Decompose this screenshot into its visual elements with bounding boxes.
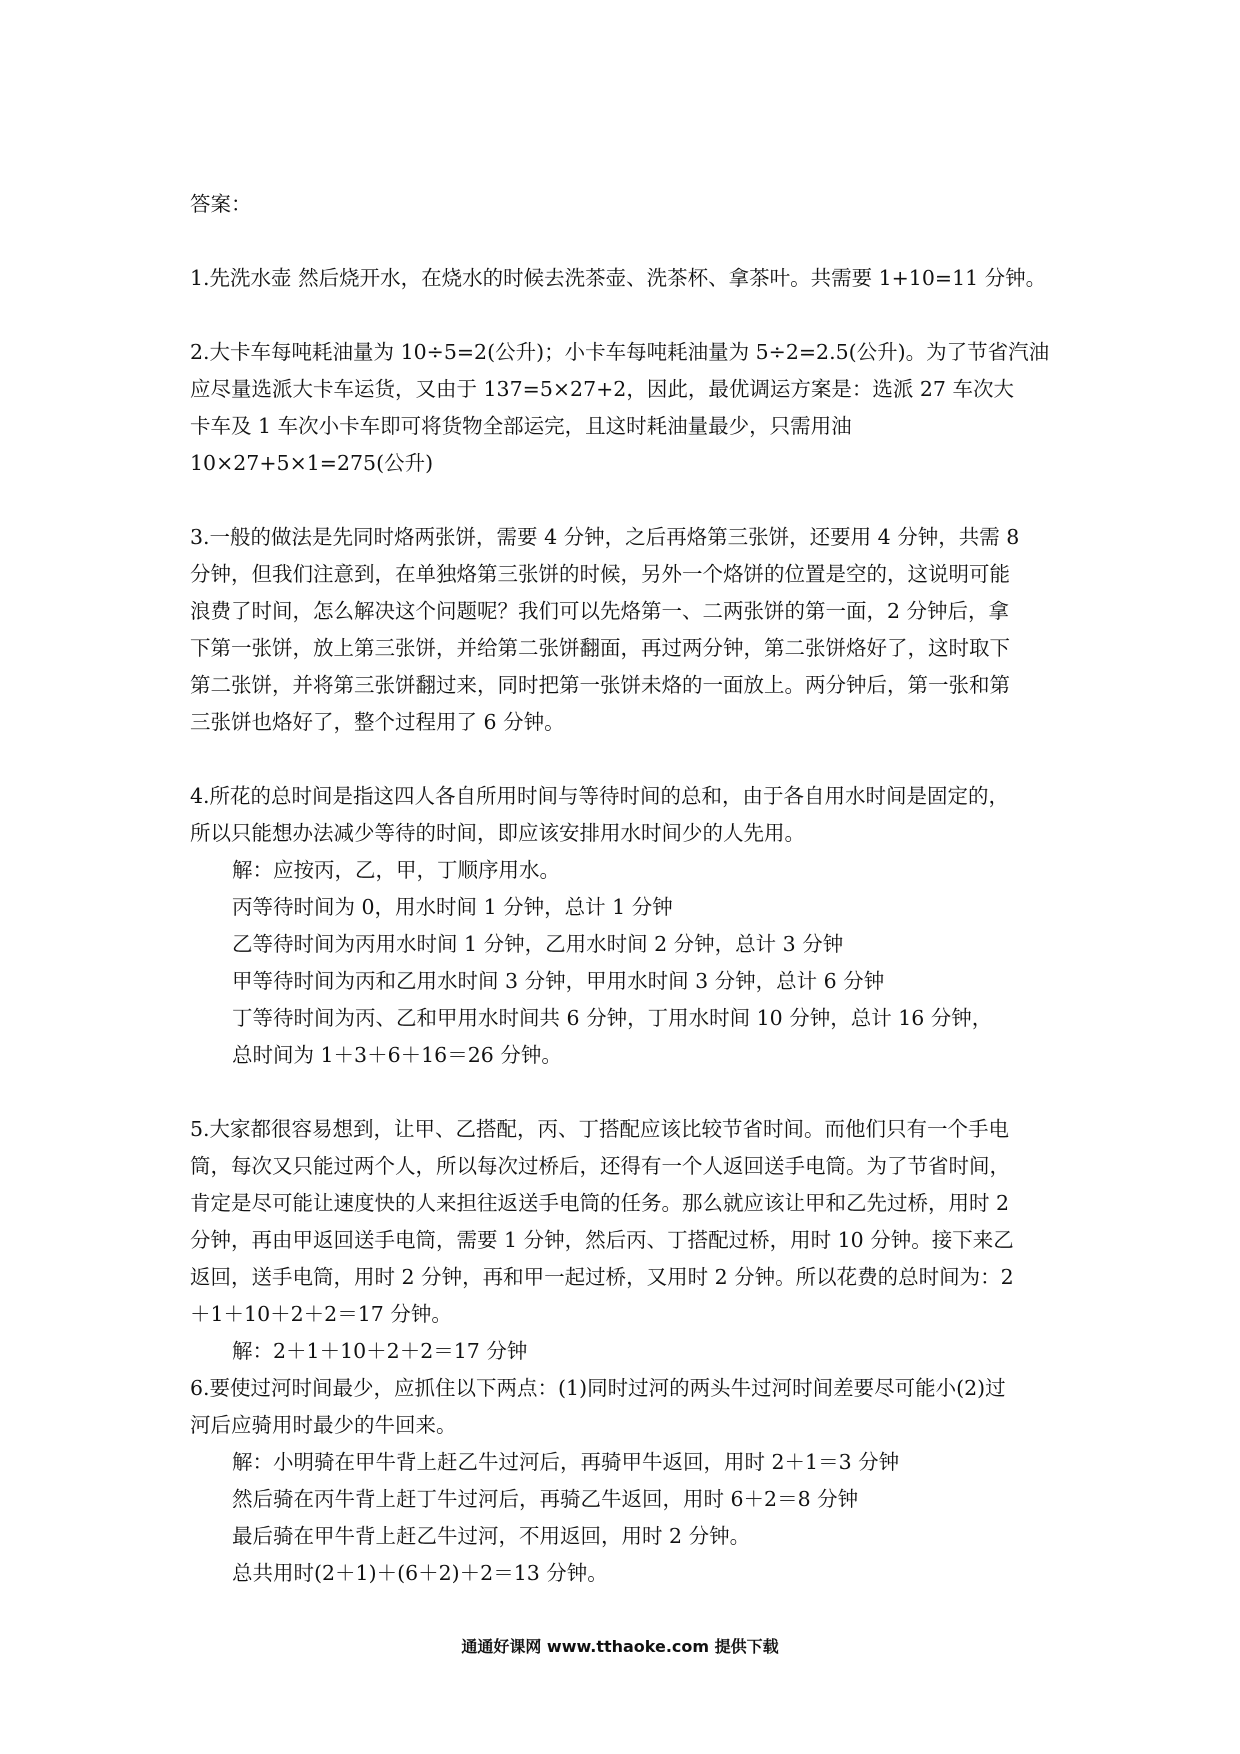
answer-2	[190, 334, 1060, 482]
solution-line: 解：应按丙，乙，甲，丁顺序用水。	[232, 858, 560, 882]
answers-heading: 答案：	[190, 192, 252, 216]
answer-line: 三张饼也烙好了，整个过程用了 6 分钟。	[190, 710, 565, 734]
answer-5	[190, 1111, 1060, 1370]
solution-line: 甲等待时间为丙和乙用水时间 3 分钟，甲用水时间 3 分钟，总计 6 分钟	[232, 969, 885, 993]
solution-line: 然后骑在丙牛背上赶丁牛过河后，再骑乙牛返回，用时 6＋2＝8 分钟	[232, 1487, 859, 1511]
answer-line: 10×27+5×1=275(公升)	[190, 451, 434, 475]
answer-line: 2.大卡车每吨耗油量为 10÷5=2(公升)；小卡车每吨耗油量为 5÷2=2.5(公升)。为了节省汽油	[190, 340, 1050, 364]
answer-line: 所以只能想办法减少等待的时间，即应该安排用水时间少的人先用。	[190, 821, 805, 845]
answer-line: 分钟，但我们注意到，在单独烙第三张饼的时候，另外一个烙饼的位置是空的，这说明可能	[190, 562, 1010, 586]
answer-line: 下第一张饼，放上第三张饼，并给第二张饼翻面，再过两分钟，第二张饼烙好了，这时取下	[190, 636, 1010, 660]
solution-line: 丁等待时间为丙、乙和甲用水时间共 6 分钟，丁用水时间 10 分钟，总计 16 分钟，	[232, 1006, 993, 1030]
answer-line: 分钟，再由甲返回送手电筒，需要 1 分钟，然后丙、丁搭配过桥，用时 10 分钟。接下来乙	[190, 1228, 1014, 1252]
solution-line: 最后骑在甲牛背上赶乙牛过河，不用返回，用时 2 分钟。	[232, 1524, 751, 1548]
answer-line: 第二张饼，并将第三张饼翻过来，同时把第一张饼未烙的一面放上。两分钟后，第一张和第	[190, 673, 1010, 697]
solution-line: 总共用时(2＋1)＋(6＋2)＋2＝13 分钟。	[232, 1561, 608, 1585]
answer-page	[190, 186, 1060, 1592]
answer-line: 肯定是尽可能让速度快的人来担往返送手电筒的任务。那么就应该让甲和乙先过桥，用时 2	[190, 1191, 1010, 1215]
answer-4	[190, 778, 1060, 1074]
answer-line: 河后应骑用时最少的牛回来。	[190, 1413, 457, 1437]
solution-line: 丙等待时间为 0，用水时间 1 分钟，总计 1 分钟	[232, 895, 673, 919]
answer-6	[190, 1370, 1060, 1592]
solution-line: 解：2＋1＋10＋2＋2＝17 分钟	[232, 1339, 528, 1363]
answer-line: 返回，送手电筒，用时 2 分钟，再和甲一起过桥，又用时 2 分钟。所以花费的总时间为：2	[190, 1265, 1014, 1289]
page-footer: 通通好课网 www.tthaoke.com 提供下载	[461, 1637, 779, 1656]
answer-1	[190, 260, 1060, 297]
answer-line: 6.要使过河时间最少，应抓住以下两点：(1)同时过河的两头牛过河时间差要尽可能小(2)过	[190, 1376, 1006, 1400]
answer-line: 3.一般的做法是先同时烙两张饼，需要 4 分钟，之后再烙第三张饼，还要用 4 分钟，共需 8	[190, 525, 1020, 549]
answer-3	[190, 519, 1060, 741]
answer-line: 筒，每次又只能过两个人，所以每次过桥后，还得有一个人返回送手电筒。为了节省时间，	[190, 1154, 1010, 1178]
answer-line: 卡车及 1 车次小卡车即可将货物全部运完，且这时耗油量最少，只需用油	[190, 414, 852, 438]
answer-line: 1.先洗水壶 然后烧开水，在烧水的时候去洗茶壶、洗茶杯、拿茶叶。共需要 1+10=11 分钟。	[190, 266, 1047, 290]
answer-line: 5.大家都很容易想到，让甲、乙搭配，丙、丁搭配应该比较节省时间。而他们只有一个手电	[190, 1117, 1010, 1141]
solution-line: 解：小明骑在甲牛背上赶乙牛过河后，再骑甲牛返回，用时 2＋1＝3 分钟	[232, 1450, 900, 1474]
answer-line: ＋1＋10＋2＋2＝17 分钟。	[190, 1302, 452, 1326]
answer-line: 浪费了时间，怎么解决这个问题呢？我们可以先烙第一、二两张饼的第一面，2 分钟后，拿	[190, 599, 1010, 623]
answer-line: 应尽量选派大卡车运货，又由于 137=5×27+2，因此，最优调运方案是：选派 27 车次大	[190, 377, 1014, 401]
solution-line: 总时间为 1＋3＋6＋16＝26 分钟。	[232, 1043, 562, 1067]
solution-line: 乙等待时间为丙用水时间 1 分钟，乙用水时间 2 分钟，总计 3 分钟	[232, 932, 844, 956]
answer-line: 4.所花的总时间是指这四人各自所用时间与等待时间的总和，由于各自用水时间是固定的，	[190, 784, 1010, 808]
